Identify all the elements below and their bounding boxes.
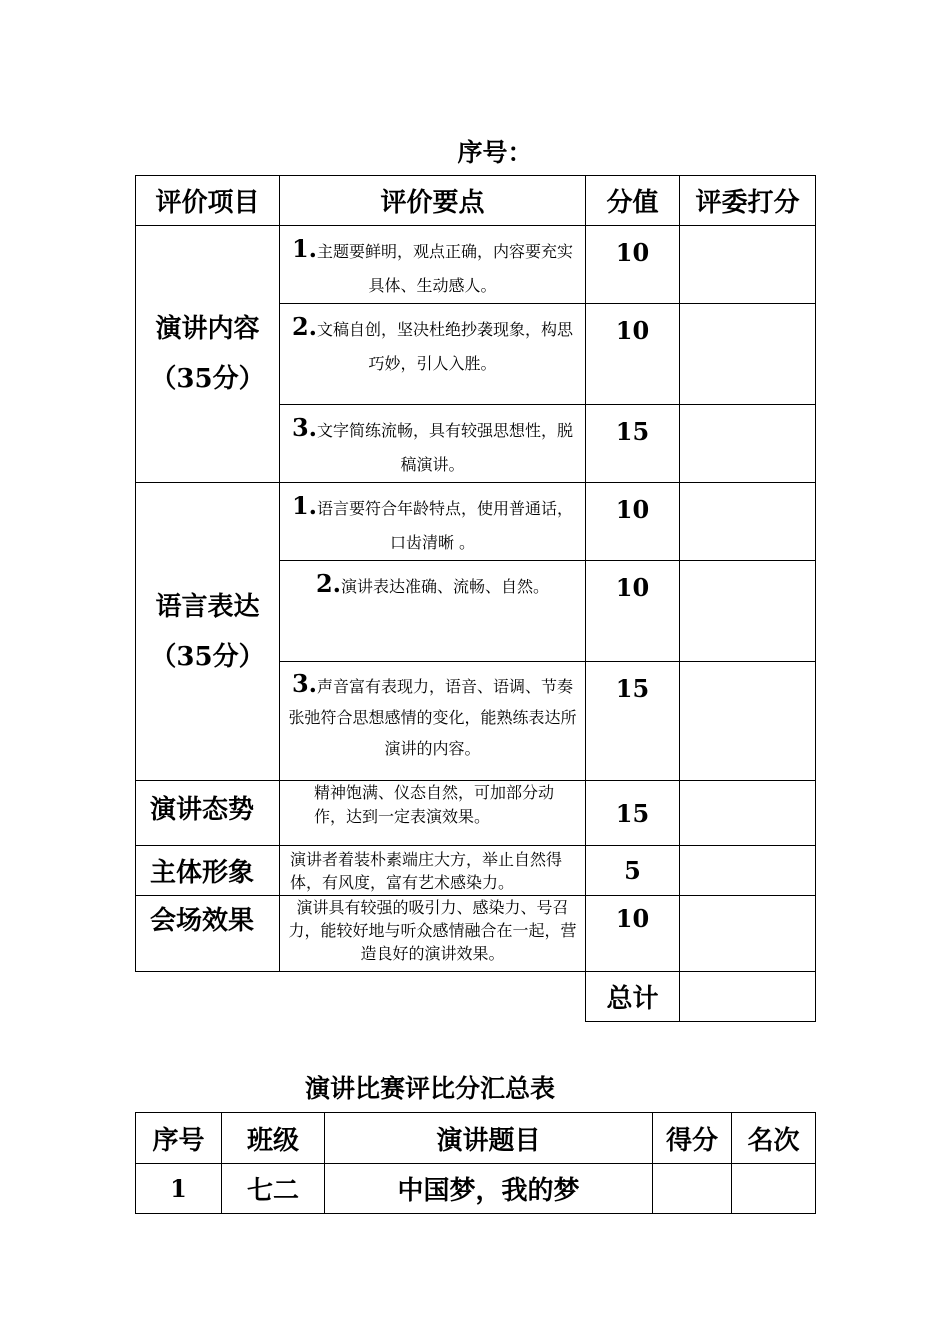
header-value: 分值 (586, 176, 680, 226)
score-value: 15 (586, 781, 680, 846)
header-item: 评价项目 (136, 176, 280, 226)
judge-score-cell[interactable] (680, 781, 816, 846)
score-value: 10 (586, 896, 680, 972)
row-class: 七二 (222, 1164, 325, 1214)
header-class: 班级 (222, 1113, 325, 1164)
header-points: 评价要点 (280, 176, 586, 226)
table-row (136, 846, 816, 896)
total-score-cell[interactable] (680, 972, 816, 1022)
table-row (136, 781, 816, 846)
row-topic: 中国梦，我的梦 (325, 1164, 653, 1214)
row-no: 1 (136, 1164, 222, 1214)
score-value: 15 (586, 405, 680, 483)
header-rank: 名次 (732, 1113, 816, 1164)
score-value: 10 (586, 483, 680, 561)
header-topic: 演讲题目 (325, 1113, 653, 1164)
judge-score-cell[interactable] (680, 226, 816, 304)
score-value: 10 (586, 226, 680, 304)
table-row (136, 226, 816, 304)
category-content: 演讲内容 （35分） (136, 226, 280, 483)
summary-title: 演讲比赛评比分汇总表 (304, 1074, 555, 1103)
header-judge: 评委打分 (680, 176, 816, 226)
judge-score-cell[interactable] (680, 896, 816, 972)
criterion: 2.演讲表达准确、流畅、自然。 (280, 561, 586, 662)
table-row (136, 1164, 816, 1214)
category-image: 主体形象 (136, 846, 280, 896)
table-row (136, 483, 816, 561)
criterion: 演讲具有较强的吸引力、感染力、号召力，能较好地与听众感情融合在一起，营造良好的演讲效果。 (280, 896, 586, 972)
score-table (135, 175, 816, 1022)
category-posture: 演讲态势 (136, 781, 280, 846)
row-rank[interactable] (732, 1164, 816, 1214)
judge-score-cell[interactable] (680, 561, 816, 662)
summary-table (135, 1112, 816, 1214)
total-row (136, 972, 816, 1022)
row-score[interactable] (653, 1164, 732, 1214)
summary-header (136, 1113, 816, 1164)
judge-score-cell[interactable] (680, 662, 816, 781)
judge-score-cell[interactable] (680, 483, 816, 561)
judge-score-cell[interactable] (680, 405, 816, 483)
criterion: 精神饱满、仪态自然，可加部分动作，达到一定表演效果。 (280, 781, 586, 846)
header-score: 得分 (653, 1113, 732, 1164)
category-venue: 会场效果 (136, 896, 280, 972)
score-value: 5 (586, 846, 680, 896)
criterion: 3.声音富有表现力，语音、语调、节奏张弛符合思想感情的变化，能熟练表达所演讲的内容。 (280, 662, 586, 781)
judge-score-cell[interactable] (680, 304, 816, 405)
form-title: 序号： (457, 138, 533, 167)
category-language: 语言表达 （35分） (136, 483, 280, 781)
total-label: 总计 (586, 972, 680, 1022)
score-value: 10 (586, 561, 680, 662)
header-no: 序号 (136, 1113, 222, 1164)
score-table-header (136, 176, 816, 226)
criterion: 1.主题要鲜明，观点正确，内容要充实具体、生动感人。 (280, 226, 586, 304)
criterion: 2.文稿自创，坚决杜绝抄袭现象，构思巧妙，引人入胜。 (280, 304, 586, 405)
criterion: 1.语言要符合年龄特点，使用普通话，口齿清晰 。 (280, 483, 586, 561)
judge-score-cell[interactable] (680, 846, 816, 896)
criterion: 3.文字简练流畅，具有较强思想性，脱稿演讲。 (280, 405, 586, 483)
criterion: 演讲者着装朴素端庄大方，举止自然得体，有风度，富有艺术感染力。 (280, 846, 586, 896)
score-value: 15 (586, 662, 680, 781)
table-row (136, 896, 816, 972)
score-value: 10 (586, 304, 680, 405)
